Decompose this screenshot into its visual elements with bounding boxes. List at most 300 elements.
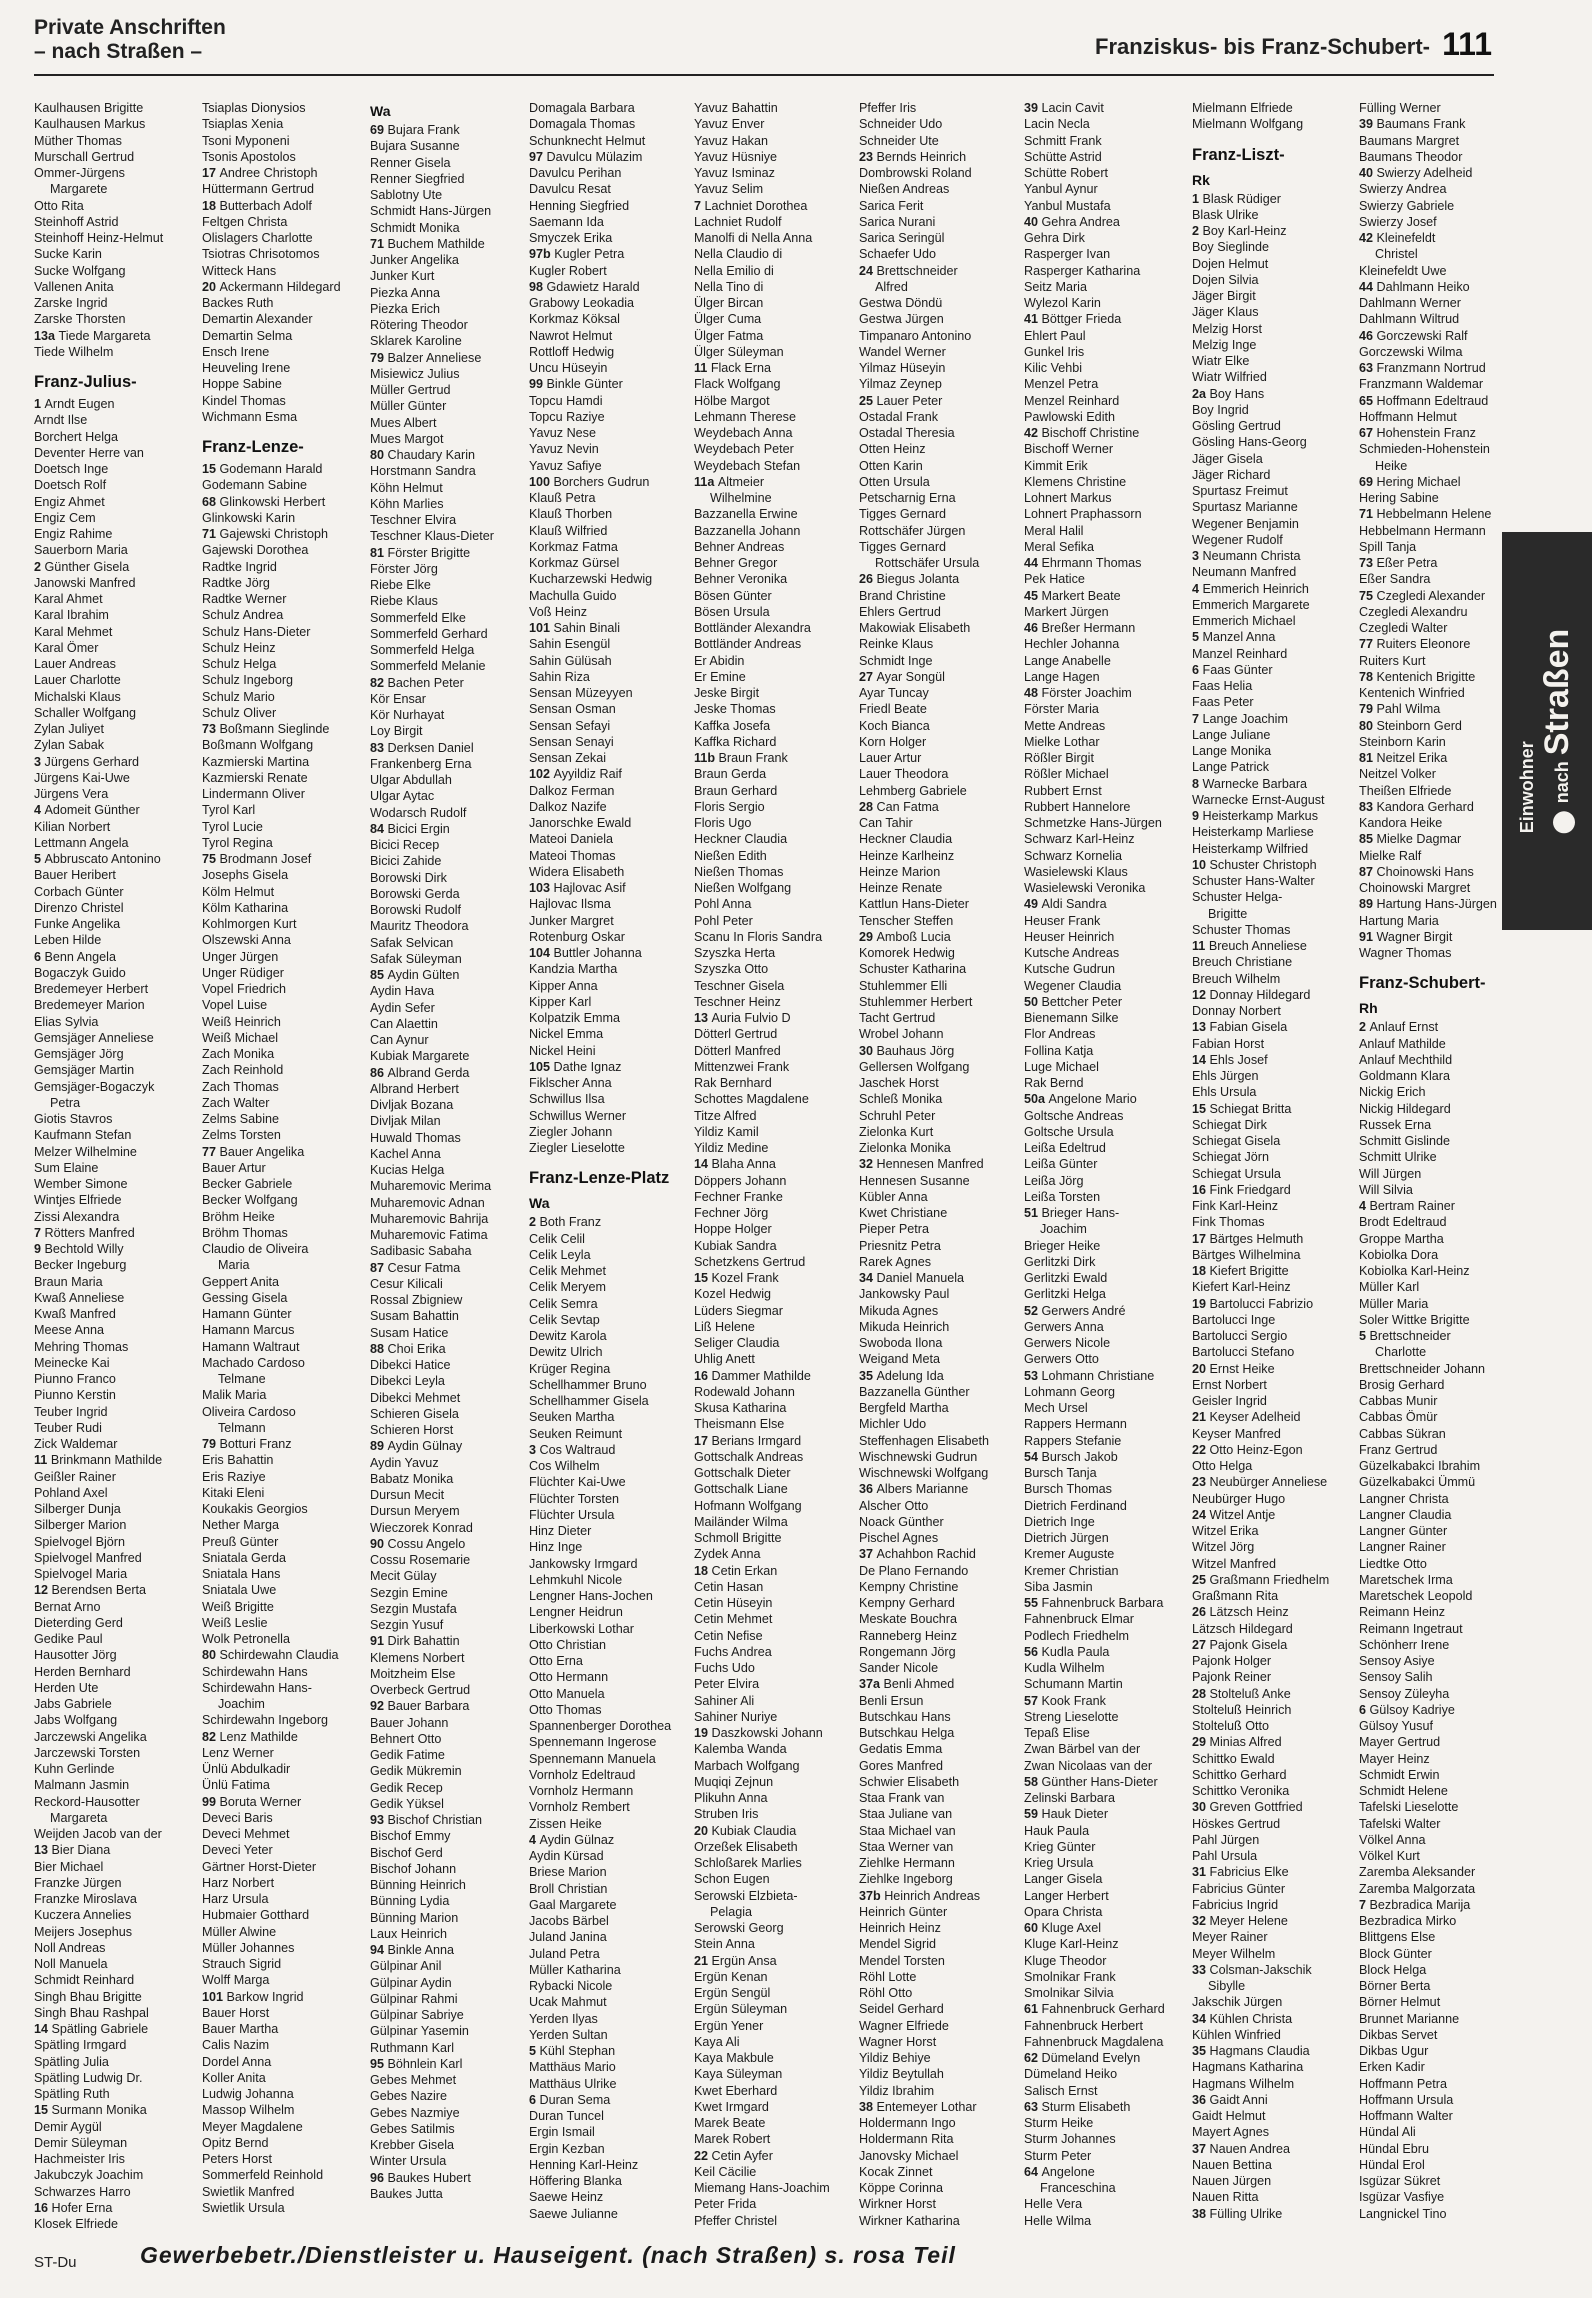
resident-entry: Noll Andreas xyxy=(34,1940,106,1955)
resident-entry: Mayer Heinz xyxy=(1359,1751,1430,1766)
resident-entry: Mateoi Thomas xyxy=(529,848,616,863)
resident-entry: 15 Godemann Harald xyxy=(202,462,323,476)
resident-entry: Wagner Horst xyxy=(859,2034,937,2049)
resident-entry: Otto Hermann xyxy=(529,1670,609,1685)
resident-entry: 4 Emmerich Heinrich xyxy=(1192,581,1309,596)
resident-entry: Sensoy Asiye xyxy=(1359,1654,1435,1668)
resident-entry: Theismann Else xyxy=(694,1417,785,1432)
resident-entry: Jäger Gisela xyxy=(1192,451,1263,466)
resident-entry: Nauen Jürgen xyxy=(1192,2174,1272,2188)
resident-entry: Schon Eugen xyxy=(694,1872,770,1887)
street-heading: Franz-Julius- xyxy=(34,373,137,391)
resident-entry: Komorek Hedwig xyxy=(859,946,955,960)
resident-entry: Ergin Ismail xyxy=(529,2125,595,2140)
resident-entry: Fechner Franke xyxy=(694,1189,783,1204)
resident-entry: Sezgin Emine xyxy=(370,1585,448,1600)
resident-entry: Podlech Friedhelm xyxy=(1024,1628,1129,1643)
resident-entry: Stolteluß Otto xyxy=(1192,1719,1269,1733)
resident-entry: 13 Auria Fulvio D xyxy=(694,1011,791,1025)
resident-entry: Schmidt Helene xyxy=(1359,1784,1448,1798)
resident-entry: 99 Boruta Werner xyxy=(202,1794,302,1809)
resident-entry: Völkel Anna xyxy=(1359,1832,1426,1847)
resident-entry: Bottländer Andreas xyxy=(694,637,802,652)
resident-entry: Sniatala Gerda xyxy=(202,1550,287,1565)
resident-entry: Schmitt Gislinde xyxy=(1359,1134,1450,1148)
resident-entry: 29 Amboß Lucia xyxy=(859,929,951,944)
resident-entry: Franzke Jürgen xyxy=(34,1875,122,1890)
resident-entry: Börner Berta xyxy=(1359,1979,1431,1993)
resident-entry: Choinowski Margret xyxy=(1359,881,1471,895)
resident-entry: Langner Christa xyxy=(1359,1491,1449,1506)
resident-entry: Teschner Heinz xyxy=(694,994,781,1009)
resident-entry: Theißen Elfriede xyxy=(1359,783,1452,798)
resident-entry: Brosig Gerhard xyxy=(1359,1377,1445,1392)
resident-entry: 100 Borchers Gudrun xyxy=(529,474,650,489)
resident-entry: Jäger Klaus xyxy=(1192,305,1259,320)
resident-entry: Peter Elvira xyxy=(694,1677,760,1692)
resident-entry: Vornholz Rembert xyxy=(529,1800,630,1815)
resident-entry: Nickig Hildegard xyxy=(1359,1101,1451,1116)
resident-entry: 13 Fabian Gisela xyxy=(1192,1020,1288,1035)
resident-entry: Ruiters Kurt xyxy=(1359,653,1426,668)
resident-entry: Hoffmann Walter xyxy=(1359,2109,1453,2123)
resident-entry: Faas Helia xyxy=(1192,679,1253,693)
resident-entry: 91 Wagner Birgit xyxy=(1359,929,1453,944)
resident-entry: Reinke Klaus xyxy=(859,637,934,652)
resident-entry: Yavuz Nevin xyxy=(529,442,599,457)
resident-entry: Kwet Eberhard xyxy=(694,2083,778,2098)
resident-entry: Sommerfeld Helga xyxy=(370,643,475,657)
resident-entry: Heuser Heinrich xyxy=(1024,929,1115,944)
resident-entry: Keil Cäcilie xyxy=(694,2164,757,2179)
resident-entry: Bauer Horst xyxy=(202,2005,270,2020)
resident-entry: Zielonka Kurt xyxy=(859,1124,934,1139)
resident-entry: 6 Duran Sema xyxy=(529,2092,611,2107)
resident-entry: Cetin Nefise xyxy=(694,1628,763,1643)
resident-entry: Marek Beate xyxy=(694,2116,766,2130)
resident-entry: Heisterkamp Wilfried xyxy=(1192,841,1309,856)
resident-entry: Brieger Heike xyxy=(1024,1238,1101,1253)
resident-entry: 82 Bachen Peter xyxy=(370,675,464,690)
resident-entry: Meese Anna xyxy=(34,1323,105,1338)
resident-entry: Hamann Marcus xyxy=(202,1323,295,1338)
resident-entry: Wieczorek Konrad xyxy=(370,1520,473,1535)
resident-entry: Döppers Johann xyxy=(694,1173,787,1188)
resident-entry: Tigges Gernard xyxy=(859,539,947,554)
resident-entry: Schmidt Hans-Jürgen xyxy=(370,204,492,219)
resident-entry: Bösen Ursula xyxy=(694,604,770,619)
resident-entry: Dojen Helmut xyxy=(1192,256,1269,271)
resident-entry: 35 Hagmans Claudia xyxy=(1192,2044,1310,2058)
resident-entry: Anlauf Mechthild xyxy=(1359,1052,1453,1067)
resident-entry: Cabbas Ömür xyxy=(1359,1410,1438,1425)
page-header-left xyxy=(34,16,294,64)
resident-entry: Becker Wolfgang xyxy=(202,1193,298,1208)
directory-column xyxy=(34,100,192,2231)
resident-entry: Kazmierski Renate xyxy=(202,770,308,785)
resident-entry: Hajlovac Ilsma xyxy=(529,897,611,912)
resident-entry: Peters Horst xyxy=(202,2152,272,2166)
resident-entry: 87 Cesur Fatma xyxy=(370,1260,461,1275)
resident-entry: Nauen Ritta xyxy=(1192,2190,1259,2205)
resident-entry: 80 Chaudary Karin xyxy=(370,448,476,462)
resident-entry: Gülpinar Aydin xyxy=(370,1975,452,1990)
resident-entry: Gülpinar Yasemin xyxy=(370,2024,469,2039)
resident-entry: Herden Ute xyxy=(34,1680,99,1695)
resident-entry: 80 Schirdewahn Claudia xyxy=(202,1648,339,1663)
resident-entry: Zwan Nicolaas van der xyxy=(1024,1758,1153,1773)
resident-entry: 101 Barkow Ingrid xyxy=(202,1989,304,2004)
resident-entry: Schuster Katharina xyxy=(859,962,967,977)
resident-entry: Spätling Ruth xyxy=(34,2087,110,2101)
resident-entry: Isgüzar Sükret xyxy=(1359,2174,1441,2188)
resident-entry: Koller Anita xyxy=(202,2070,266,2085)
resident-entry: Mailänder Wilma xyxy=(694,1514,788,1529)
resident-entry: Manolfi di Nella Anna xyxy=(694,231,813,245)
resident-entry: Schulz Mario xyxy=(202,689,275,704)
side-tab-small-text: Einwohner xyxy=(1517,741,1537,834)
resident-entry: 6 Benn Angela xyxy=(34,949,116,964)
resident-entry: Dahlmann Wiltrud xyxy=(1359,312,1460,327)
resident-entry: Graßmann Rita xyxy=(1192,1589,1279,1603)
resident-entry: Schuster Hans-Walter xyxy=(1192,874,1315,888)
resident-entry: Schleß Monika xyxy=(859,1092,943,1107)
resident-entry: Elias Sylvia xyxy=(34,1014,99,1029)
resident-entry: Swierzy Gabriele xyxy=(1359,198,1455,213)
resident-entry: 46 Breßer Hermann xyxy=(1024,621,1136,635)
resident-entry: Kiefert Karl-Heinz xyxy=(1192,1280,1291,1295)
resident-entry: Salisch Ernst xyxy=(1024,2083,1098,2098)
resident-entry: 69 Bujara Frank xyxy=(370,123,460,137)
resident-entry: Helle Wilma xyxy=(1024,2213,1092,2228)
resident-entry: Schaefer Udo xyxy=(859,247,937,262)
resident-entry: Ülger Fatma xyxy=(694,328,764,343)
resident-entry: Celik Meryem xyxy=(529,1280,606,1295)
resident-entry: Sum Elaine xyxy=(34,1160,99,1175)
resident-entry: Piunno Franco xyxy=(34,1372,116,1386)
resident-entry: 67 Hohenstein Franz xyxy=(1359,426,1476,440)
resident-entry: Mayert Agnes xyxy=(1192,2125,1270,2140)
resident-entry: 5 Kühl Stephan xyxy=(529,2044,616,2058)
resident-entry: Dursun Mecit xyxy=(370,1488,445,1502)
resident-entry: Zydek Anna xyxy=(694,1547,761,1562)
resident-entry: 11 Brinkmann Mathilde xyxy=(34,1453,163,1468)
resident-entry: 10 Schuster Christoph xyxy=(1192,857,1317,872)
resident-entry: Cetin Hasan xyxy=(694,1579,764,1594)
resident-entry: Backes Ruth xyxy=(202,296,274,310)
resident-entry: Janovsky Michael xyxy=(859,2148,959,2163)
resident-entry: Vornholz Hermann xyxy=(529,1784,634,1798)
resident-entry: 18 Cetin Erkan xyxy=(694,1563,778,1578)
resident-entry: 97 Davulcu Mülazim xyxy=(529,149,643,164)
resident-entry: Soler Wittke Brigitte xyxy=(1359,1312,1470,1327)
resident-entry: Demartin Selma xyxy=(202,328,293,343)
resident-entry: Uhlig Anett xyxy=(694,1352,755,1367)
resident-entry: Cetin Mehmet xyxy=(694,1612,773,1627)
resident-entry: Muharemovic Fatima xyxy=(370,1228,488,1242)
resident-entry: Anlauf Mathilde xyxy=(1359,1036,1446,1051)
resident-entry: Divljak Bozana xyxy=(370,1098,454,1112)
resident-entry: 18 Kiefert Brigitte xyxy=(1192,1264,1289,1278)
resident-entry: Dötterl Manfred xyxy=(694,1043,781,1058)
resident-entry: Bartolucci Inge xyxy=(1192,1312,1276,1327)
resident-entry: Jarczewski Angelika xyxy=(34,1729,147,1744)
resident-entry: Matthäus Ulrike xyxy=(529,2076,617,2091)
resident-entry: Bünning Heinrich xyxy=(370,1878,466,1892)
resident-entry: Klosek Elfriede xyxy=(34,2217,118,2231)
resident-entry: Schumann Martin xyxy=(1024,1677,1123,1692)
resident-entry: Heinrich Günter xyxy=(859,1904,948,1919)
resident-entry: 11 Breuch Anneliese xyxy=(1192,939,1307,953)
resident-entry: Güzelkabakci Ümmü xyxy=(1359,1475,1476,1490)
resident-entry: Safak Süleyman xyxy=(370,951,462,966)
resident-entry: Gebes Satilmis xyxy=(370,2121,455,2136)
resident-entry: Bauer Johann xyxy=(370,1715,449,1730)
resident-entry: Seuken Reimunt xyxy=(529,1426,623,1441)
resident-entry: 75 Czegledi Alexander xyxy=(1359,588,1486,603)
resident-entry: Franz Gertrud xyxy=(1359,1442,1438,1457)
resident-entry: Menzel Reinhard xyxy=(1024,393,1120,408)
resident-entry: Langner Günter xyxy=(1359,1524,1448,1538)
resident-entry: Kimmit Erik xyxy=(1024,458,1088,473)
resident-entry: Yavuz Selim xyxy=(694,182,764,197)
resident-entry: Lauer Theodora xyxy=(859,767,949,782)
resident-entry: Wirkner Katharina xyxy=(859,2213,960,2228)
resident-entry: Dötterl Gertrud xyxy=(694,1027,778,1042)
resident-entry: Donnay Norbert xyxy=(1192,1004,1281,1018)
resident-entry: Kuhn Gerlinde xyxy=(34,1762,115,1776)
resident-entry: Wasielewski Veronika xyxy=(1024,881,1146,895)
resident-entry: 23 Bernds Heinrich xyxy=(859,149,967,164)
resident-entry: Meinecke Kai xyxy=(34,1355,110,1370)
resident-entry: Kluge Theodor xyxy=(1024,1953,1107,1968)
resident-entry: Sablotny Ute xyxy=(370,188,443,202)
resident-entry: 7 Rötters Manfred xyxy=(34,1225,135,1240)
resident-entry: Wrobel Johann xyxy=(859,1027,944,1042)
resident-entry: 71 Hebbelmann Helene xyxy=(1359,507,1492,522)
resident-entry: Lindermann Oliver xyxy=(202,787,305,801)
resident-entry: Yerden Ilyas xyxy=(529,2011,598,2026)
resident-entry: Riebe Elke xyxy=(370,578,431,592)
resident-entry: 69 Hering Michael xyxy=(1359,474,1461,489)
resident-entry: 58 Günther Hans-Dieter xyxy=(1024,1774,1158,1789)
resident-entry: Krieg Günter xyxy=(1024,1839,1096,1854)
resident-entry: 11b Braun Frank xyxy=(694,751,788,765)
resident-entry: Witzel Erika xyxy=(1192,1524,1259,1538)
resident-entry: Hofmann Wolfgang xyxy=(694,1498,802,1513)
resident-entry: Hartung Maria xyxy=(1359,913,1439,928)
resident-entry: 3 Neumann Christa xyxy=(1192,549,1301,563)
resident-entry: Nauen Bettina xyxy=(1192,2157,1272,2172)
resident-entry: Gebes Mehmet xyxy=(370,2073,457,2087)
resident-entry: Singh Bhau Brigitte xyxy=(34,1989,142,2004)
resident-entry: Block Helga xyxy=(1359,1962,1427,1977)
entry-continuation: Telmann xyxy=(218,1420,266,1435)
resident-entry: Helle Vera xyxy=(1024,2197,1083,2212)
resident-entry: Otto Thomas xyxy=(529,1702,602,1717)
resident-entry: Sensoy Züleyha xyxy=(1359,1686,1450,1701)
resident-entry: Ucak Mahmut xyxy=(529,1995,607,2010)
resident-entry: Sucke Karin xyxy=(34,247,102,262)
resident-entry: Kachel Anna xyxy=(370,1146,441,1161)
resident-entry: 85 Mielke Dagmar xyxy=(1359,832,1462,847)
resident-entry: 33 Colsman-Jakschik xyxy=(1192,1962,1312,1977)
resident-entry: Mette Andreas xyxy=(1024,718,1106,733)
resident-entry: Maretschek Irma xyxy=(1359,1572,1453,1587)
resident-entry: Borowski Rudolf xyxy=(370,903,461,917)
resident-entry: Muqiqi Zejnun xyxy=(694,1774,774,1789)
resident-entry: Schiegat Jörn xyxy=(1192,1150,1270,1165)
street-range-title: Franziskus- bis Franz-Schubert- xyxy=(1095,34,1430,59)
resident-entry: Leißa Günter xyxy=(1024,1157,1098,1172)
resident-entry: 40 Gehra Andrea xyxy=(1024,214,1120,229)
resident-entry: Jeske Birgit xyxy=(694,686,760,700)
entry-continuation: Franceschina xyxy=(1040,2181,1116,2195)
resident-entry: Aydin Sefer xyxy=(370,1000,435,1015)
resident-entry: 5 Abbruscato Antonino xyxy=(34,852,161,866)
resident-entry: Rubbert Ernst xyxy=(1024,783,1102,798)
resident-entry: 24 Witzel Antje xyxy=(1192,1507,1276,1522)
resident-entry: Karal Ibrahim xyxy=(34,608,109,623)
resident-entry: Spätling Julia xyxy=(34,2054,109,2069)
resident-entry: 37a Benli Ahmed xyxy=(859,1677,955,1692)
resident-entry: Wiatr Elke xyxy=(1192,354,1250,368)
resident-entry: Lauer Andreas xyxy=(34,657,116,671)
resident-entry: Yildiz Beytullah xyxy=(859,2067,944,2082)
section-side-tab xyxy=(1502,532,1592,930)
resident-entry: 27 Pajonk Gisela xyxy=(1192,1637,1288,1652)
resident-entry: Silberger Dunja xyxy=(34,1502,121,1516)
resident-entry: 105 Dathe Ignaz xyxy=(529,1059,622,1074)
resident-entry: Kaulhausen Brigitte xyxy=(34,101,144,115)
resident-entry: Brodt Edeltraud xyxy=(1359,1215,1447,1230)
resident-entry: Seidel Gerhard xyxy=(859,2002,944,2017)
resident-entry: Renner Gisela xyxy=(370,155,451,170)
resident-entry: Kaya Süleyman xyxy=(694,2067,783,2082)
resident-entry: Melzig Horst xyxy=(1192,321,1262,336)
resident-entry: Witzel Jörg xyxy=(1192,1540,1255,1555)
resident-entry: Braun Maria xyxy=(34,1274,103,1289)
entry-continuation: Joachim xyxy=(218,1697,265,1711)
resident-entry: Dibekci Mehmet xyxy=(370,1390,461,1405)
resident-entry: Schetzkens Gertrud xyxy=(694,1254,806,1269)
resident-entry: Ergün Sengül xyxy=(694,1986,771,2000)
resident-entry: Stuhlemmer Elli xyxy=(859,978,948,993)
resident-entry: Gedatis Emma xyxy=(859,1742,943,1757)
resident-entry: Bergfeld Martha xyxy=(859,1401,949,1415)
resident-entry: Swierzy Josef xyxy=(1359,214,1437,229)
resident-entry: Franzmann Waldemar xyxy=(1359,377,1484,392)
resident-entry: Breuch Christiane xyxy=(1192,955,1293,970)
entry-continuation: Heike xyxy=(1375,458,1408,473)
resident-entry: Klemens Christine xyxy=(1024,474,1127,489)
resident-entry: Kilian Norbert xyxy=(34,819,111,834)
resident-entry: Demir Aygül xyxy=(34,2119,102,2134)
resident-entry: Kempny Christine xyxy=(859,1579,959,1594)
resident-entry: Schunknecht Helmut xyxy=(529,133,646,148)
resident-entry: Kleinefeldt Uwe xyxy=(1359,263,1447,278)
resident-entry: Borowski Gerda xyxy=(370,886,460,901)
resident-entry: Smyczek Erika xyxy=(529,231,613,245)
resident-entry: 101 Sahin Binali xyxy=(529,621,621,635)
resident-entry: Otto Rita xyxy=(34,198,84,213)
resident-entry: Lange Monika xyxy=(1192,744,1272,758)
resident-entry: 37 Nauen Andrea xyxy=(1192,2141,1291,2156)
resident-entry: Mielmann Wolfgang xyxy=(1192,117,1304,132)
resident-entry: Kindel Thomas xyxy=(202,393,286,408)
resident-entry: Seitz Maria xyxy=(1024,279,1087,294)
resident-entry: Aydin Kürsad xyxy=(529,1849,604,1863)
resident-entry: Tepaß Elise xyxy=(1024,1726,1090,1740)
resident-entry: 79 Pahl Wilma xyxy=(1359,702,1441,717)
resident-entry: 22 Otto Heinz-Egon xyxy=(1192,1442,1303,1457)
resident-entry: Claudio de Oliveira xyxy=(202,1242,309,1256)
resident-entry: Schönherr Irene xyxy=(1359,1637,1450,1652)
resident-entry: Celik Leyla xyxy=(529,1247,591,1262)
resident-entry: 77 Ruiters Eleonore xyxy=(1359,637,1471,652)
resident-entry: Sahin Riza xyxy=(529,669,590,684)
resident-entry: Pahl Jürgen xyxy=(1192,1832,1260,1847)
resident-entry: Zylan Juliyet xyxy=(34,722,104,736)
resident-entry: Gunkel Iris xyxy=(1024,344,1085,359)
resident-entry: Lange Anabelle xyxy=(1024,653,1111,668)
resident-entry: Schottes Magdalene xyxy=(694,1092,809,1107)
resident-entry: Müller Karl xyxy=(1359,1280,1420,1295)
resident-entry: Förster Jörg xyxy=(370,561,438,576)
resident-entry: Huwald Thomas xyxy=(370,1130,461,1145)
resident-entry: 21 Keyser Adelheid xyxy=(1192,1410,1301,1425)
resident-entry: Jarczewski Torsten xyxy=(34,1745,141,1760)
resident-entry: Rößler Birgit xyxy=(1024,751,1094,765)
resident-entry: Langner Rainer xyxy=(1359,1540,1446,1555)
resident-entry: Müller Alwine xyxy=(202,1924,277,1939)
resident-entry: Ludwig Johanna xyxy=(202,2087,294,2101)
resident-entry: Kübler Anna xyxy=(859,1189,928,1204)
resident-entry: Opitz Bernd xyxy=(202,2135,269,2150)
resident-entry: Geppert Anita xyxy=(202,1274,280,1289)
resident-entry: Ayar Tuncay xyxy=(859,686,929,700)
resident-entry: Krebber Gisela xyxy=(370,2138,454,2152)
resident-entry: Gülpinar Sabriye xyxy=(370,2008,464,2022)
resident-entry: Bauer Artur xyxy=(202,1160,266,1175)
resident-entry: 87 Choinowski Hans xyxy=(1359,864,1474,879)
resident-entry: Kubiak Sandra xyxy=(694,1238,777,1253)
resident-entry: Arndt Ilse xyxy=(34,413,88,428)
resident-entry: Ergin Kezban xyxy=(529,2141,605,2156)
resident-entry: Henning Siegfried xyxy=(529,198,630,213)
resident-entry: Krieg Ursula xyxy=(1024,1856,1094,1870)
entry-continuation: Pelagia xyxy=(710,1904,753,1919)
resident-entry: Boy Sieglinde xyxy=(1192,240,1270,255)
resident-entry: 4 Bertram Rainer xyxy=(1359,1199,1455,1213)
resident-entry: 104 Buttler Johanna xyxy=(529,946,642,960)
resident-entry: Kaya Ali xyxy=(694,2034,740,2049)
resident-entry: 82 Lenz Mathilde xyxy=(202,1729,298,1744)
resident-entry: Gemsjäger Martin xyxy=(34,1063,135,1078)
resident-entry: Wasielewski Klaus xyxy=(1024,864,1128,879)
resident-entry: 78 Kentenich Brigitte xyxy=(1359,669,1476,684)
resident-entry: Neubürger Hugo xyxy=(1192,1491,1286,1506)
entry-continuation: Telmane xyxy=(218,1372,266,1386)
resident-entry: Lange Hagen xyxy=(1024,669,1100,684)
resident-entry: Swietlik Ursula xyxy=(202,2200,285,2215)
resident-entry: Mateoi Daniela xyxy=(529,832,614,847)
resident-entry: Schmidt Inge xyxy=(859,653,933,668)
resident-entry: Wegener Rudolf xyxy=(1192,532,1283,547)
resident-entry: Kuczera Annelies xyxy=(34,1908,132,1923)
resident-entry: Heuveling Irene xyxy=(202,361,291,375)
resident-entry: Erken Kadir xyxy=(1359,2060,1425,2075)
